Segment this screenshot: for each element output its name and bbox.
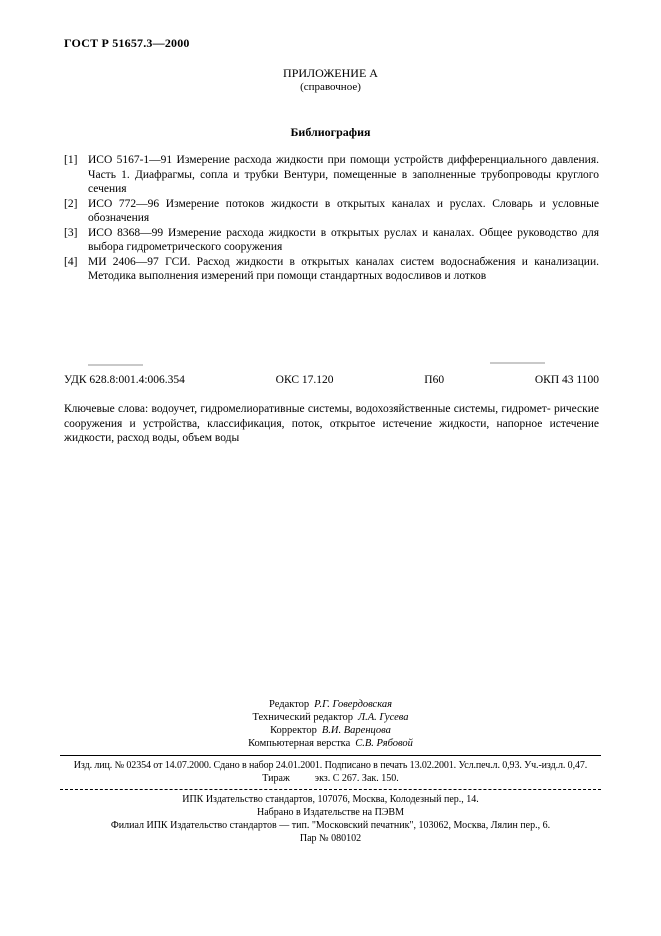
scan-artifact (88, 364, 143, 366)
bibliography-item-number: [1] (64, 154, 78, 166)
editor-name: В.И. Варенцова (321, 725, 391, 736)
editor-name: С.В. Рябовой (355, 738, 413, 749)
editor-label: Корректор (270, 725, 317, 736)
bibliography-item (64, 226, 599, 255)
publisher-line: ИПК Издательство стандартов, 107076, Москва, Колодезный пер., 14. (182, 794, 479, 805)
bibliography-item (64, 197, 599, 226)
bibliography-item (64, 153, 599, 197)
print-info-line: Изд. лиц. № 02354 от 14.07.2000. Сдано в набор 24.01.2001. Подписано в печать 13.02.2001. Усл.печ.л. 0,93. Уч.-изд.л. 0,47. (73, 760, 588, 771)
editor-name: Р.Г. Говердовская (314, 699, 392, 710)
publisher-line: Пар № 080102 (299, 833, 362, 844)
p-code: П60 (424, 374, 445, 386)
codes-row (64, 374, 599, 386)
bibliography-item-text: ИСО 772—96 Измерение потоков жидкости в открытых каналах и руслах. Словарь и условные обозначения (88, 197, 599, 224)
bibliography-item-number: [3] (64, 226, 78, 239)
appendix-subtitle: (справочное) (300, 81, 361, 93)
appendix-title: ПРИЛОЖЕНИЕ А (283, 66, 378, 80)
bibliography-list (64, 153, 599, 284)
publisher-line: Филиал ИПК Издательство стандартов — тип. "Московский печатник", 103062, Москва, Лялин пер., 6. (110, 820, 551, 831)
okp-code: ОКП 43 1100 (534, 374, 599, 386)
scan-artifact (490, 362, 545, 364)
doc-number: ГОСТ Р 51657.3—2000 (64, 36, 190, 50)
publisher-line: Набрано в Издательстве на ПЭВМ (257, 807, 404, 818)
editor-label: Компьютерная верстка (248, 738, 351, 749)
bibliography-item-text: ИСО 5167-1—91 Измерение расхода жидкости при помощи устройств дифференциального давления. Часть 1. Диафрагмы, сопла и трубки Вентури, помещенные в заполненные трубопроводы круглого сечения (88, 154, 599, 195)
editor-name: Л.А. Гусева (358, 712, 409, 723)
editor-label: Редактор (269, 699, 310, 710)
bibliography-title: Библиография (290, 125, 371, 139)
editor-line (60, 737, 601, 750)
bibliography-item-number: [2] (64, 197, 78, 210)
editor-line (60, 724, 601, 737)
bibliography-item (64, 255, 599, 284)
colophon (60, 698, 601, 845)
udk-code: УДК 628.8:001.4:006.354 (64, 374, 185, 386)
editor-label: Технический редактор (252, 712, 354, 723)
editor-line (60, 698, 601, 711)
bibliography-item-number: [4] (64, 255, 78, 268)
editor-line (60, 711, 601, 724)
solid-divider (60, 755, 601, 756)
appendix-heading (0, 66, 661, 94)
keywords-paragraph: Ключевые слова: водоучет, гидромелиоративные системы, водохозяйственные системы, гидромет- рические сооружения и устройства, классификация, поток, открытое истечение жидкости, напорное истечение жидкости, расход воды, объем воды (64, 403, 599, 444)
bibliography-item-text: МИ 2406—97 ГСИ. Расход жидкости в открытых каналах систем водоснабжения и канализации. Методика выполнения измерений при помощи стандартных водосливов и лотков (88, 255, 599, 282)
print-info-line: Тираж экз. С 267. Зак. 150. (262, 773, 399, 784)
bibliography-item-text: ИСО 8368—99 Измерение расхода жидкости в открытых руслах и каналах. Общее руководство для выбора гидрометрического сооружения (88, 226, 599, 253)
oks-code: ОКС 17.120 (275, 374, 334, 386)
dashed-divider (60, 789, 601, 790)
